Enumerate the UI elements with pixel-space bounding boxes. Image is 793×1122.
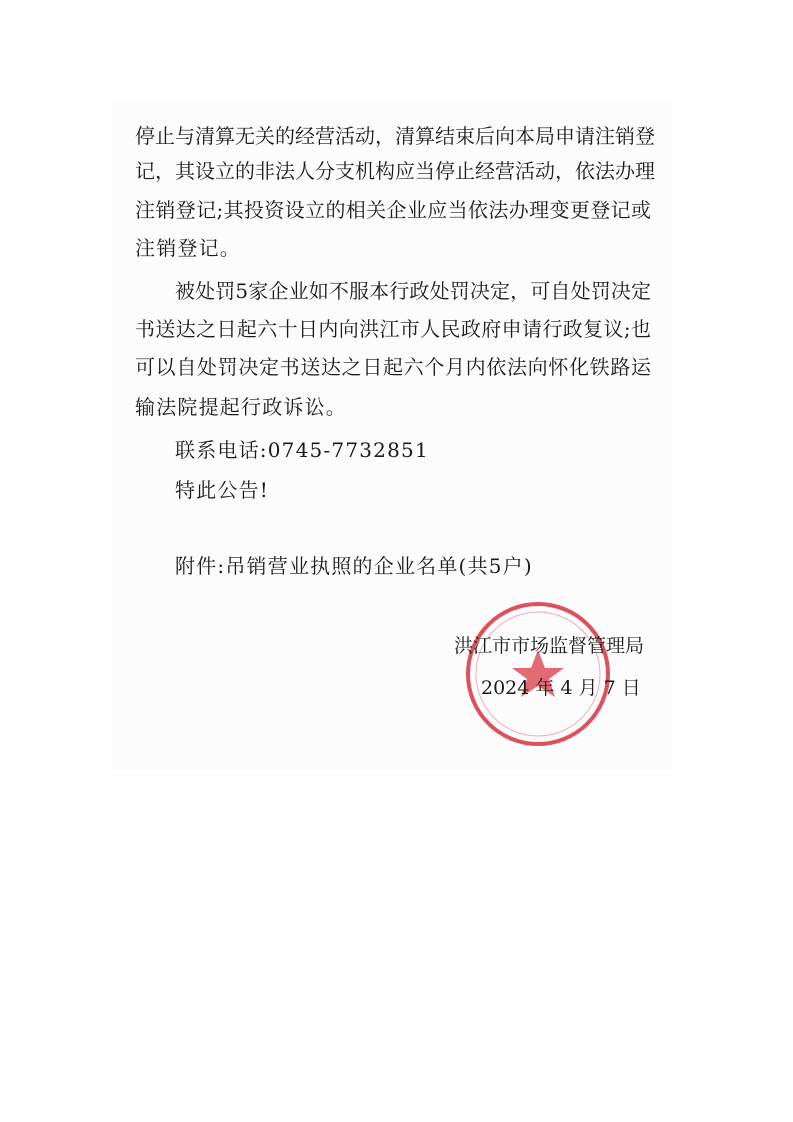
body-line: 记，其设立的非法人分支机构应当停止经营活动，依法办理	[135, 159, 655, 183]
appeal-line: 被处罚5家企业如不服本行政处罚决定，可自处罚决定	[175, 279, 651, 303]
body-line: 注销登记。	[135, 236, 241, 260]
attachment-text: 附件:吊销营业执照的企业名单(共5户)	[175, 554, 533, 578]
agency-signature: 洪江市市场监督管理局	[454, 635, 645, 657]
body-line: 停止与清算无关的经营活动，清算结束后向本局申请注销登	[135, 124, 655, 148]
appeal-line: 可以自处罚决定书送达之日起六个月内依法向怀化铁路运	[135, 355, 651, 379]
appeal-line: 输法院提起行政诉讼。	[135, 395, 347, 419]
body-line: 注销登记;其投资设立的相关企业应当依法办理变更登记或	[135, 198, 651, 222]
notice-text: 特此公告!	[175, 478, 270, 502]
signature-date: 2024 年 4 月 7 日	[481, 677, 641, 699]
appeal-line: 书送达之日起六十日内向洪江市人民政府申请行政复议;也	[135, 317, 651, 341]
seal-graphic	[462, 598, 614, 750]
contact-phone: 联系电话:0745-7732851	[175, 438, 429, 462]
official-seal	[462, 598, 614, 750]
